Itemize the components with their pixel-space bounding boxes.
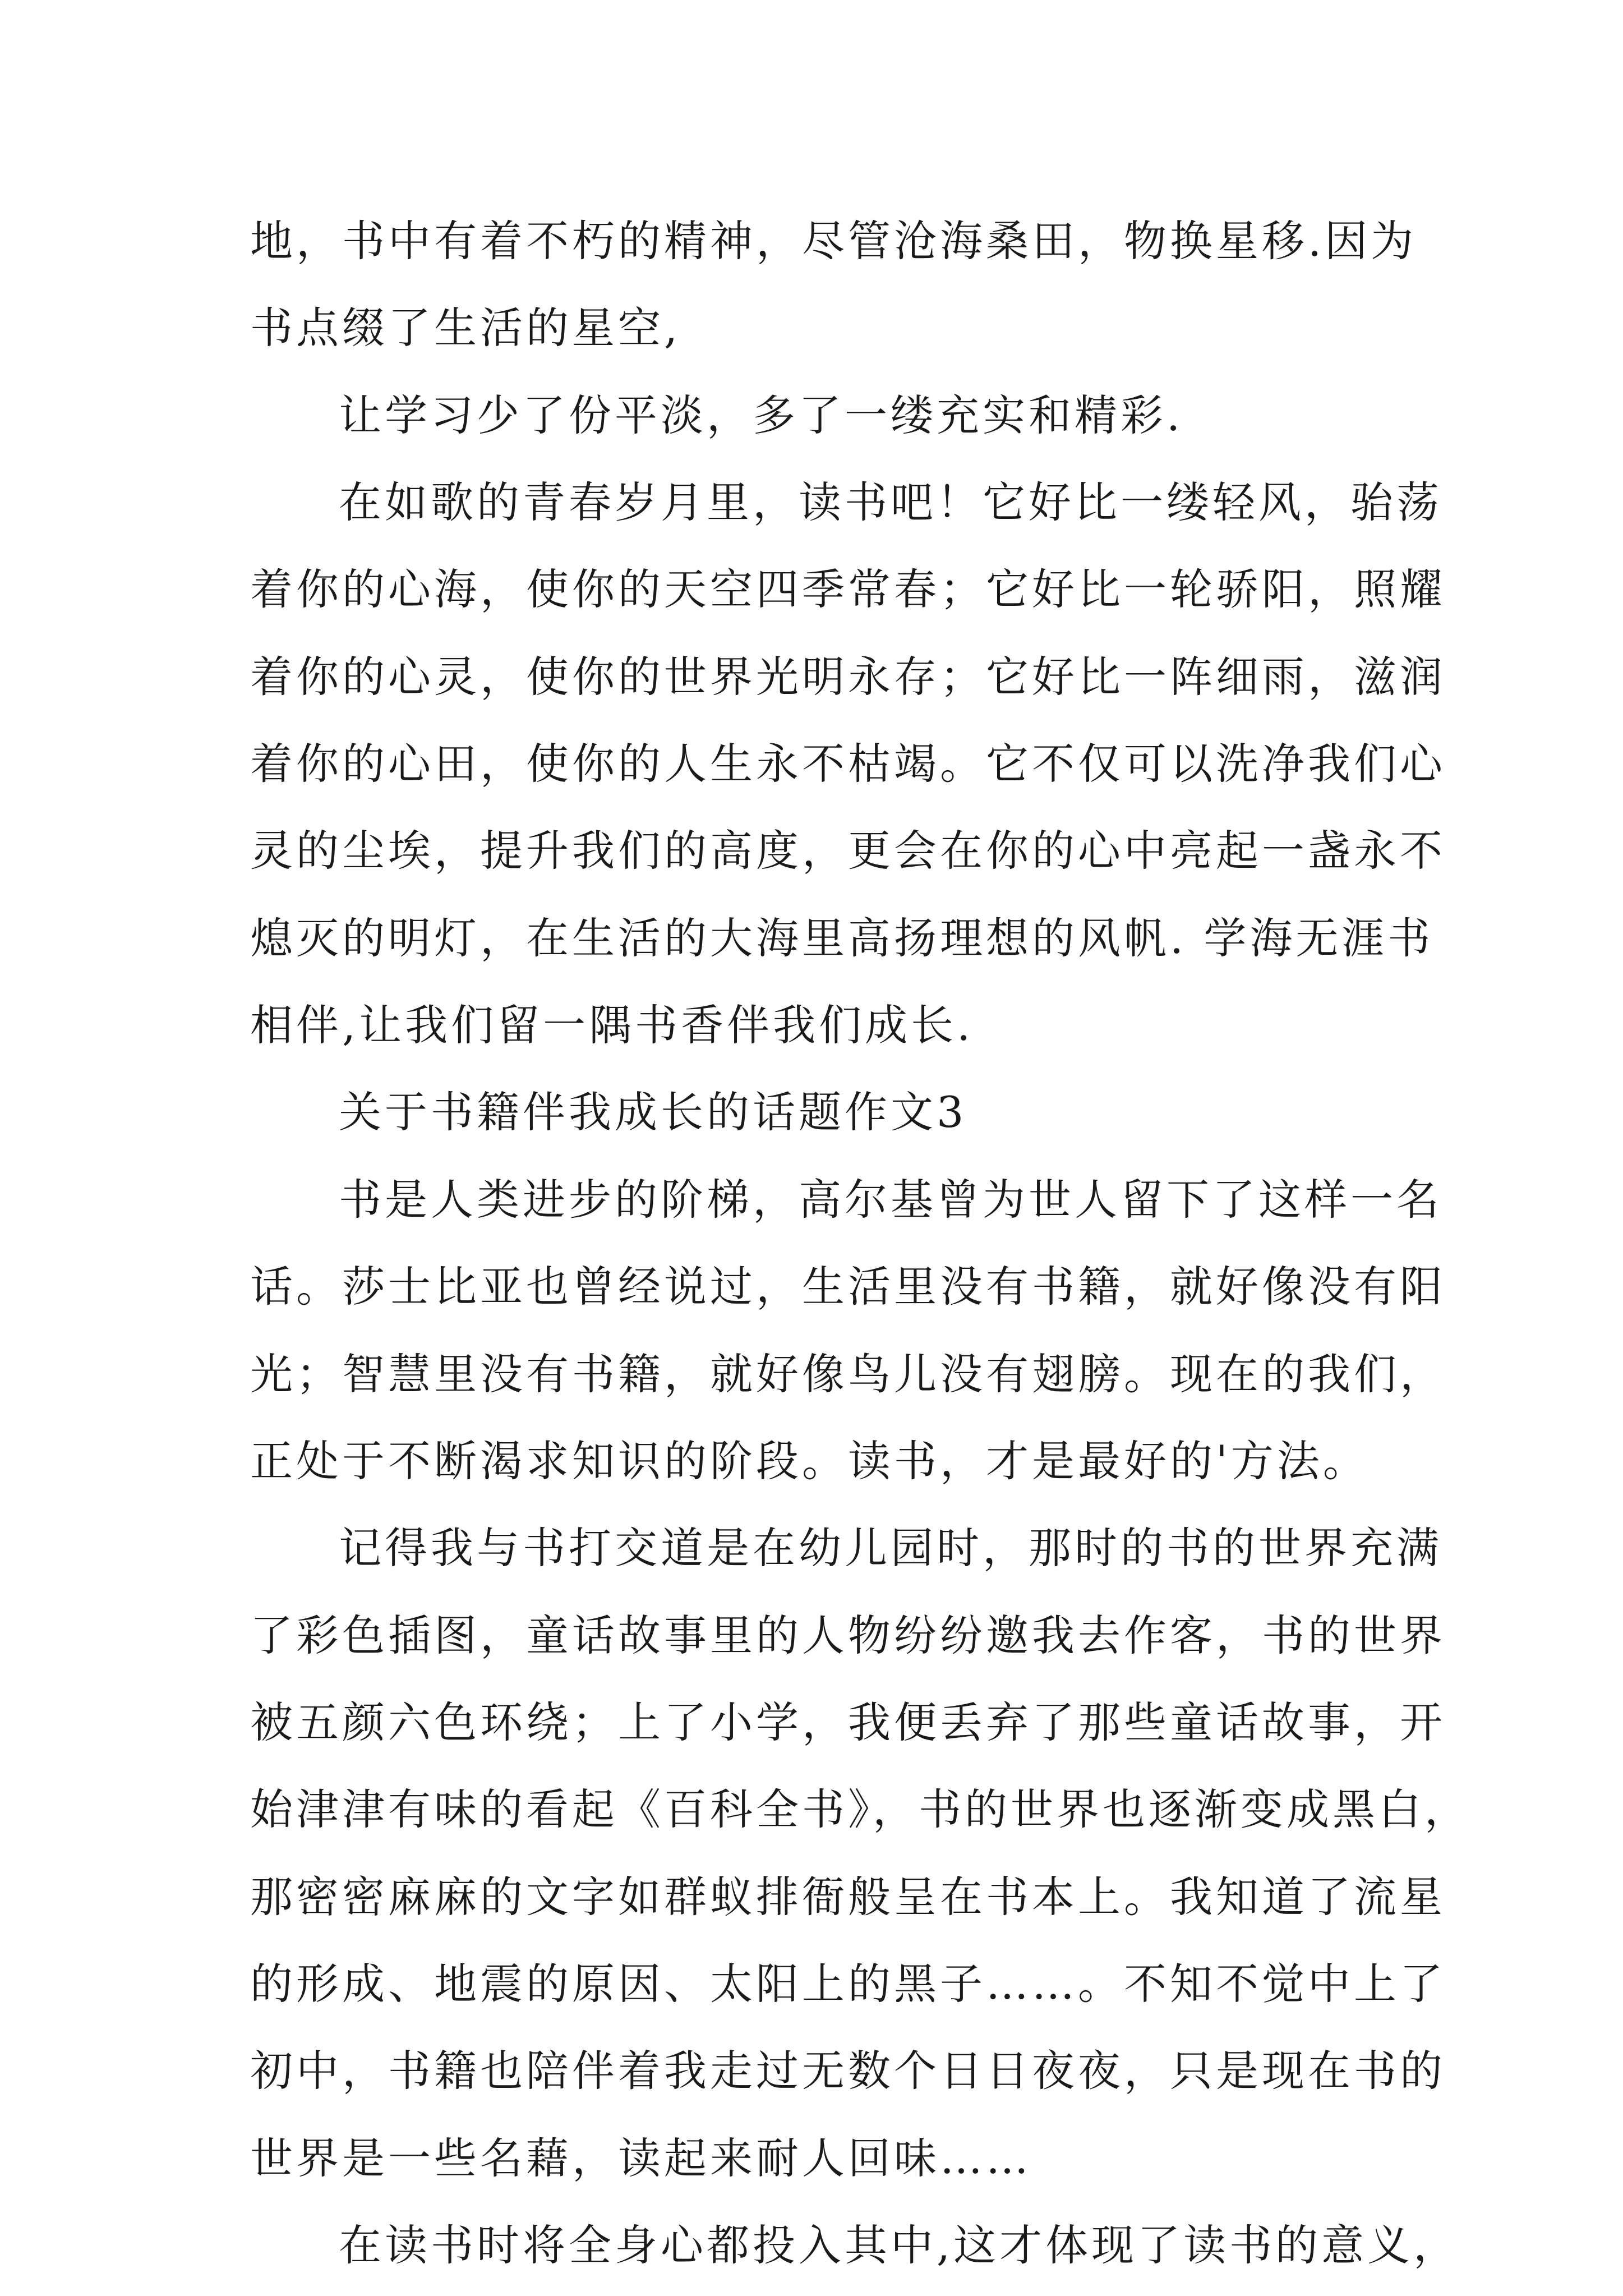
- text-line: 着你的心田，使你的人生永不枯竭。它不仅可以洗净我们心: [250, 739, 1446, 789]
- text-line: 被五颜六色环绕；上了小学，我便丢弃了那些童话故事，开: [250, 1697, 1446, 1747]
- text-line: 相伴,让我们留一隅书香伴我们成长.: [250, 1000, 974, 1050]
- text-line: 书是人类进步的阶梯，高尔基曾为世人留下了这样一名: [339, 1175, 1442, 1225]
- text-line: 着你的心海，使你的天空四季常春；它好比一轮骄阳，照耀: [250, 564, 1446, 614]
- section-heading: 关于书籍伴我成长的话题作文3: [339, 1087, 967, 1137]
- text-line: 始津津有味的看起《百科全书》，书的世界也逐渐变成黑白，: [250, 1784, 1470, 1834]
- text-line: 初中，书籍也陪伴着我走过无数个日日夜夜，只是现在书的: [250, 2046, 1446, 2096]
- text-line: 地，书中有着不朽的精神，尽管沧海桑田，物换星移.因为: [250, 216, 1417, 266]
- text-line: 着你的心灵，使你的世界光明永存；它好比一阵细雨，滋润: [250, 652, 1446, 702]
- text-line: 在如歌的青春岁月里，读书吧！它好比一缕轻风，骀荡: [339, 477, 1442, 527]
- text-line: 让学习少了份平淡，多了一缕充实和精彩.: [339, 390, 1184, 440]
- text-line: 世界是一些名藉，读起来耐人回味……: [250, 2133, 1032, 2183]
- text-line: 正处于不断渴求知识的阶段。读书，才是最好的'方法。: [250, 1436, 1369, 1486]
- text-line: 记得我与书打交道是在幼儿园时，那时的书的世界充满: [339, 1523, 1442, 1573]
- text-line: 在读书时将全身心都投入其中,这才体现了读书的意义，: [339, 2220, 1460, 2270]
- text-line: 光；智慧里没有书籍，就好像鸟儿没有翅膀。现在的我们，: [250, 1349, 1446, 1399]
- text-line: 熄灭的明灯，在生活的大海里高扬理想的风帆. 学海无涯书: [250, 913, 1434, 963]
- text-line: 书点缀了生活的星空,: [250, 303, 681, 353]
- text-line: 灵的尘埃，提升我们的高度，更会在你的心中亮起一盏永不: [250, 826, 1446, 876]
- text-line: 了彩色插图，童话故事里的人物纷纷邀我去作客，书的世界: [250, 1611, 1446, 1660]
- text-line: 话。莎士比亚也曾经说过，生活里没有书籍，就好像没有阳: [250, 1262, 1446, 1312]
- text-line: 那密密麻麻的文字如群蚁排衙般呈在书本上。我知道了流星: [250, 1872, 1446, 1922]
- text-line: 的形成、地震的原因、太阳上的黑子……。不知不觉中上了: [250, 1959, 1446, 2009]
